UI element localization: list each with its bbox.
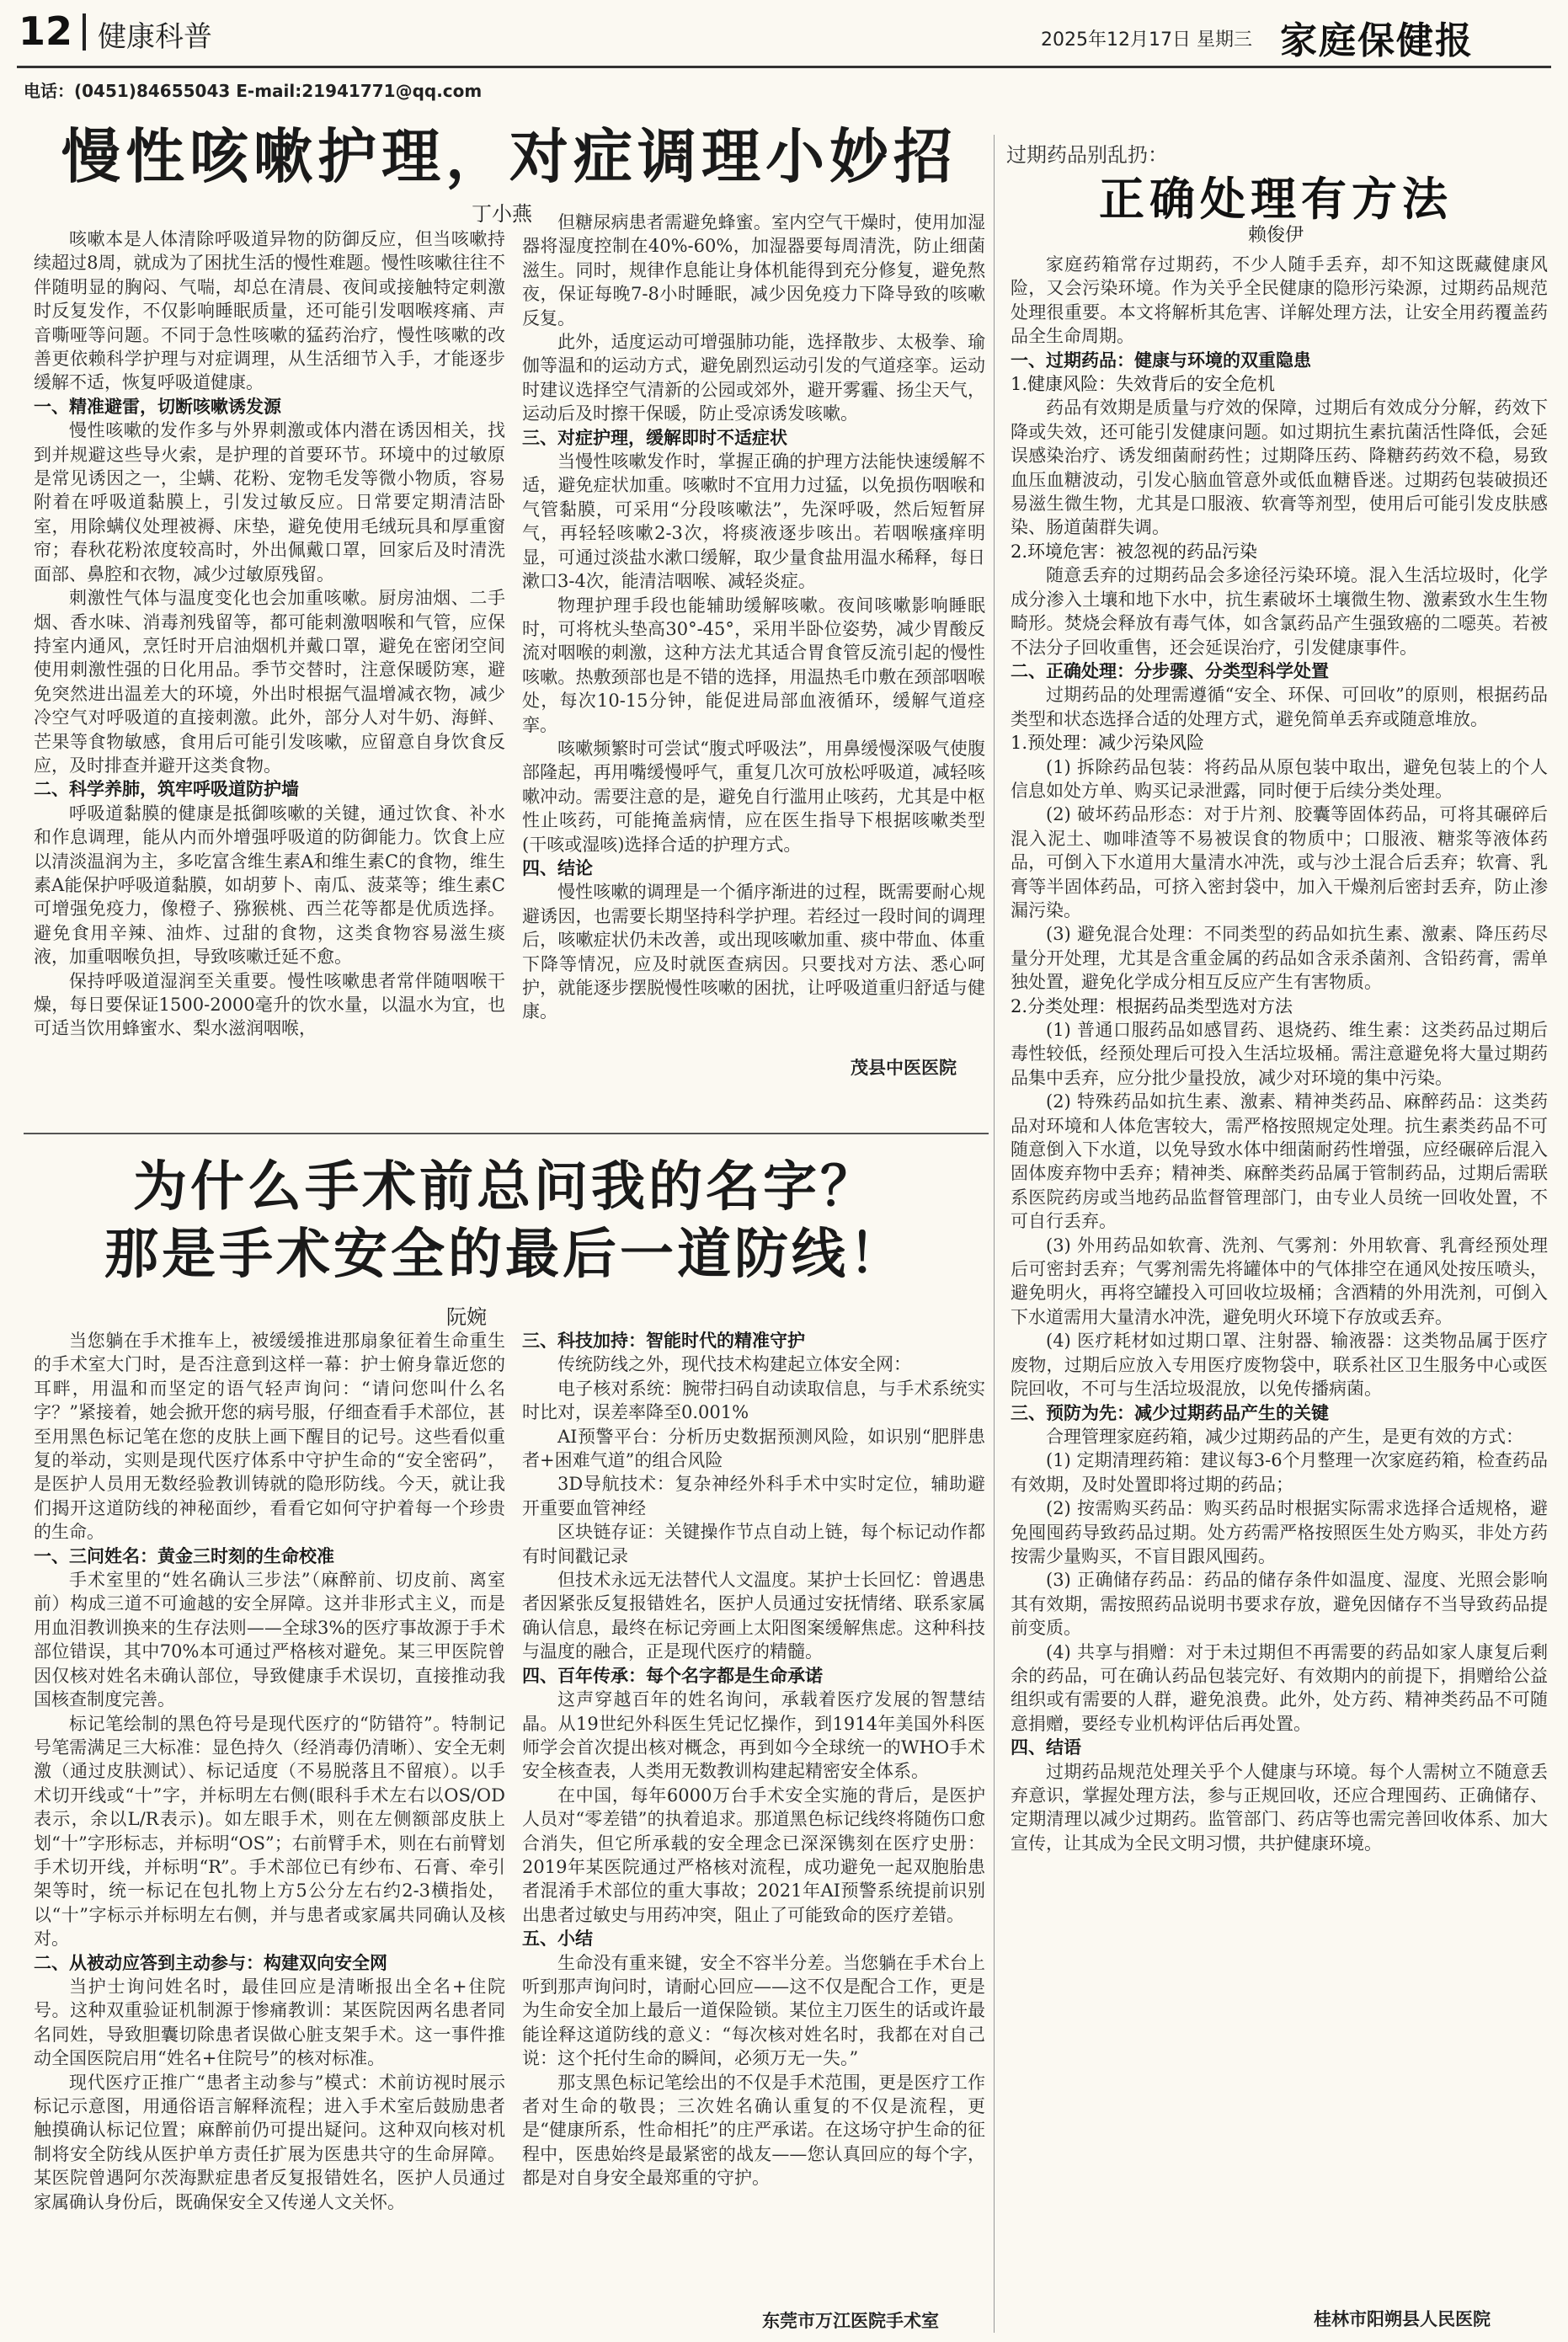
paragraph: 慢性咳嗽的调理是一个循序渐进的过程，既需要耐心规避诱因，也需要长期坚持科学护理。若经过一段时间的调理后，咳嗽症状仍未改善，或出现咳嗽加重、痰中带血、体重下降等情况，应及时就医查病因。只要找对方法、悉心呵护，就能逐步摆脱慢性咳嗽的困扰，让呼吸道重归舒适与健康。	[522, 882, 985, 1022]
article2-column-2	[522, 1329, 985, 2306]
paragraph: 这声穿越百年的姓名询问，承载着医疗发展的智慧结晶。从19世纪外科医生凭记忆操作，到1914年美国外科医师学会首次提出核对概念，再到如今全球统一的WHO手术安全核查表，人类用无数教训构建起精密安全体系。	[522, 1689, 985, 1782]
paragraph: 3D导航技术：复杂神经外科手术中实时定位，辅助避开重要血管神经	[522, 1474, 985, 1518]
section-heading: 一、精准避雷，切断咳嗽诱发源	[34, 396, 281, 417]
paragraph: 咳嗽本是人体清除呼吸道异物的防御反应，但当咳嗽持续超过8周，就成为了困扰生活的慢性难题。慢性咳嗽往往不伴随明显的胸闷、气喘，却总在清晨、夜间或接触特定刺激时反复发作，不仅影响睡眠质量，还可能引发咽喉疼痛、声音嘶哑等问题。不同于急性咳嗽的猛药治疗，慢性咳嗽的改善更依赖科学护理与对症调理，从生活细节入手，才能逐步缓解不适，恢复呼吸道健康。	[34, 229, 505, 393]
paragraph: 咳嗽频繁时可尝试“腹式呼吸法”，用鼻缓慢深吸气使腹部隆起，再用嘴缓慢呼气，重复几次可放松呼吸道，减轻咳嗽冲动。需要注意的是，避免自行滥用止咳药，尤其是中枢性止咳药，可能掩盖病情，应在医生指导下根据咳嗽类型(干咳或湿咳)选择合适的护理方式。	[522, 738, 985, 855]
page-number: 12	[19, 8, 73, 54]
paragraph: (2) 按需购买药品：购买药品时根据实际需求选择合适规格，避免囤囤药导致药品过期。处方药需严格按照医生处方购买，非处方药按需少量购买，不盲目跟风囤药。	[1011, 1498, 1548, 1566]
paragraph: 当您躺在手术推车上，被缓缓推进那扇象征着生命重生的手术室大门时，是否注意到这样一幕：护士俯身靠近您的耳畔，用温和而坚定的语气轻声询问：“请问您叫什么名字？”紧接着，她会掀开您的病号服，仔细查看手术部位，甚至用黑色标记笔在您的皮肤上画下醒目的记号。这些看似重复的举动，实则是现代医疗体系中守护生命的“安全密码”，是医护人员用无数经验教训铸就的隐形防线。今天，就让我们揭开这道防线的神秘面纱，看看它如何守护着每一个珍贵的生命。	[34, 1331, 505, 1543]
paragraph: 但糖尿病患者需避免蜂蜜。室内空气干燥时，使用加湿器将湿度控制在40%-60%，加湿器要每周清洗，防止细菌滋生。同时，规律作息能让身体机能得到充分修复，避免熬夜，保证每晚7-8小时睡眠，减少因免疫力下降导致的咳嗽反复。	[522, 212, 985, 328]
article2-column-1	[34, 1329, 505, 2335]
subsection-heading: 2.环境危害：被忽视的药品污染	[1011, 541, 1258, 562]
paragraph: 过期药品的处理需遵循“安全、环保、可回收”的原则，根据药品类型和状态选择合适的处理方式，避免简单丢弃或随意堆放。	[1011, 685, 1548, 729]
paragraph: 在中国，每年6000万台手术安全实施的背后，是医护人员对“零差错”的执着追求。那道黑色标记线终将随伤口愈合消失，但它所承载的安全理念已深深镌刻在医疗史册：2019年某医院通过严格核对流程，成功避免一起双胞胎患者混淆手术部位的重大事故；2021年AI预警系统提前识别出患者过敏史与用药冲突，阻止了可能致命的医疗差错。	[522, 1785, 985, 1925]
article-divider	[24, 1133, 989, 1134]
section-heading: 三、预防为先：减少过期药品产生的关键	[1011, 1402, 1329, 1423]
contact-line: 电话：(0451)84655043 E-mail:21941771@qq.com	[24, 81, 483, 101]
section-heading: 四、结论	[522, 857, 593, 878]
paragraph: 此外，适度运动可增强肺功能，选择散步、太极拳、瑜伽等温和的运动方式，避免剧烈运动引发的气道痉挛。运动时建议选择空气清新的公园或郊外，避开雾霾、扬尘天气，运动后及时擦干保暖，防止受凉诱发咳嗽。	[522, 332, 985, 424]
subsection-heading: 1.预处理：减少污染风险	[1011, 733, 1205, 754]
section-heading: 二、正确处理：分步骤、分类型科学处置	[1011, 660, 1329, 681]
paragraph: 家庭药箱常存过期药，不少人随手丢弃，却不知这既藏健康风险，又会污染环境。作为关乎全民健康的隐形污染源，过期药品规范处理很重要。本文将解析其危害、详解处理方法，让安全用药覆盖药品全生命周期。	[1011, 254, 1548, 347]
paragraph: 区块链存证：关键操作节点自动上链，每个标记动作都有时间戳记录	[522, 1522, 985, 1566]
paragraph: (2) 特殊药品如抗生素、激素、精神类药品、麻醉药品：这类药品对环境和人体危害较大，需严格按照规定处理。抗生素类药品不可随意倒入下水道，以免导致水体中细菌耐药性增强，应经碾碎后混入固体废弃物中丢弃；精神类、麻醉类药品属于管制药品，过期后需联系医院药房或当地药品监督管理部门，由专业人员统一回收处置，不可自行丢弃。	[1011, 1091, 1548, 1232]
article3-kicker: 过期药品别乱扔：	[1006, 143, 1168, 167]
paragraph: (1) 拆除药品包装：将药品从原包装中取出，避免包装上的个人信息如处方单、购买记录泄露，同时便于后续分类处理。	[1011, 756, 1548, 801]
paragraph: 呼吸道黏膜的健康是抵御咳嗽的关键，通过饮食、补水和作息调理，能从内而外增强呼吸道的防御能力。饮食上应以清淡温润为主，多吃富含维生素A和维生素C的食物，维生素A能保护呼吸道黏膜，如胡萝卜、南瓜、菠菜等；维生素C可增强免疫力，像橙子、猕猴桃、西兰花等都是优质选择。避免食用辛辣、油炸、过甜的食物，这类食物容易滋生痰液，加重咽喉负担，导致咳嗽迁延不愈。	[34, 803, 505, 968]
article2-title-line2: 那是手术安全的最后一道防线！	[104, 1223, 906, 1286]
paragraph: (1) 普通口服药品如感冒药、退烧药、维生素：这类药品过期后毒性较低，经预处理后可投入生活垃圾桶。需注意避免将大量过期药品集中丢弃，应分批少量投放，减少对环境的集中污染。	[1011, 1020, 1548, 1088]
paragraph: 标记笔绘制的黑色符号是现代医疗的“防错符”。特制记号笔需满足三大标准：显色持久（经消毒仍清晰）、安全无刺激（通过皮肤测试）、标记适度（不易脱落且不留痕）。以手术切开线或“十”字，并标明左右侧(眼科手术左右以OS/OD表示，余以L/R表示)。如左眼手术，则在左侧额部皮肤上划“十”字形标志，并标明“OS”；右前臂手术，则在右前臂划手术切开线，并标明“R”。手术部位已有纱布、石膏、牵引架等时，统一标记在包扎物上方5公分左右约2-3横指处，以“十”字标示并标明左右侧，并与患者或家属共同确认及核对。	[34, 1713, 505, 1950]
paragraph: 传统防线之外，现代技术构建起立体安全网：	[557, 1354, 911, 1375]
paragraph: 电子核对系统：腕带扫码自动读取信息，与手术系统实时比对，误差率降至0.001%	[522, 1378, 985, 1423]
paragraph: 物理护理手段也能辅助缓解咳嗽。夜间咳嗽影响睡眠时，可将枕头垫高30°-45°，采用半卧位姿势，减少胃酸反流对咽喉的刺激，这种方法尤其适合胃食管反流引起的慢性咳嗽。热敷颈部也是不错的选择，用温热毛巾敷在颈部咽喉处，每次10-15分钟，能促进局部血液循环，缓解气道痉挛。	[522, 595, 985, 735]
article3-title: 正确处理有方法	[1099, 172, 1453, 226]
section-heading: 一、过期药品：健康与环境的双重隐患	[1011, 349, 1311, 371]
paragraph: (3) 避免混合处理：不同类型的药品如抗生素、激素、降压药尽量分开处理，尤其是含重金属的药品如含汞杀菌剂、含铅药膏，需单独处置，避免化学成分相互反应产生有害物质。	[1011, 924, 1548, 993]
paragraph: 生命没有重来键，安全不容半分差。当您躺在手术台上听到那声询问时，请耐心回应——这不仅是配合工作，更是为生命安全加上最后一道保险锁。某位主刀医生的话或许最能诠释这道防线的意义：“每次核对姓名时，我都在对自己说：这个托付生命的瞬间，必须万无一失。”	[522, 1952, 985, 2069]
paragraph: 现代医疗正推广“患者主动参与”模式：术前访视时展示标记示意图，用通俗语言解释流程；进入手术室后鼓励患者触摸确认标记位置；麻醉前仍可提出疑问。这种双向核对机制将安全防线从医护单方责任扩展为医患共守的生命屏障。某医院曾遇阿尔茨海默症患者反复报错姓名，医护人员通过家属确认身份后，既确保安全又传递人文关怀。	[34, 2072, 505, 2212]
section-heading: 二、科学养肺，筑牢呼吸道防护墙	[34, 779, 299, 800]
article3-organization: 桂林市阳朔县人民医院	[1314, 2309, 1491, 2329]
newspaper-name: 家庭保健报	[1280, 19, 1474, 62]
section-name: 健康科普	[98, 20, 212, 54]
article2-organization: 东莞市万江医院手术室	[762, 2311, 939, 2331]
section-heading: 四、结语	[1011, 1737, 1081, 1758]
header-rule	[17, 66, 1551, 68]
paragraph: AI预警平台：分析历史数据预测风险，如识别“肥胖患者+困难气道”的组合风险	[522, 1426, 985, 1471]
subsection-heading: 2.分类处理：根据药品类型选对方法	[1011, 995, 1293, 1016]
paragraph: (3) 外用药品如软膏、洗剂、气雾剂：外用软膏、乳膏经预处理后可密封丢弃；气雾剂需先将罐体中的气体排空在通风处按压喷头，避免明火，再将空罐投入可回收垃圾桶；含酒精的外用洗剂，可倒入下水道需用大量清水冲洗，避免明火环境下存放或丢弃。	[1011, 1235, 1548, 1327]
paragraph: 慢性咳嗽的发作多与外界刺激或体内潜在诱因相关，找到并规避这些导火索，是护理的首要环节。环境中的过敏原是常见诱因之一，尘螨、花粉、宠物毛发等微小物质，容易附着在呼吸道黏膜上，引发过敏反应。日常要定期清洁卧室，用除螨仪处理被褥、床垫，避免使用毛绒玩具和厚重窗帘；春秋花粉浓度较高时，外出佩戴口罩，回家后及时清洗面部、鼻腔和衣物，减少过敏原残留。	[34, 420, 505, 584]
paragraph: (4) 医疗耗材如过期口罩、注射器、输液器：这类物品属于医疗废物，过期后应放入专用医疗废物袋中，联系社区卫生服务中心或医院回收，不可与生活垃圾混放，以免传播病菌。	[1011, 1331, 1548, 1400]
section-heading: 五、小结	[522, 1929, 593, 1950]
article2-title-line1: 为什么手术前总问我的名字？	[133, 1155, 877, 1219]
paragraph: 药品有效期是质量与疗效的保障，过期后有效成分分解，药效下降或失效，还可能引发健康问题。如过期抗生素抗菌活性降低，会延误感染治疗、诱发细菌耐药性；过期降压药、降糖药药效不稳，易致血压血糖波动，引发心脑血管意外或低血糖昏迷。过期药包装破损还易滋生微生物，尤其是口服液、软膏等剂型，使用后可能引发皮肤感染、肠道菌群失调。	[1011, 397, 1548, 538]
section-heading: 三、科技加持：智能时代的精准守护	[522, 1331, 805, 1351]
paragraph: 当护士询问姓名时，最佳回应是清晰报出全名+住院号。这种双重验证机制源于惨痛教训：某医院因两名患者同名同姓，导致胆囊切除患者误做心脏支架手术。这一事件推动全国医院启用“姓名+住院号”的核对标准。	[34, 1976, 505, 2069]
article1-column-1	[34, 227, 505, 1095]
article2-author: 阮婉	[446, 1305, 487, 1329]
section-heading: 一、三问姓名：黄金三时刻的生命校准	[34, 1545, 334, 1566]
article1-title: 慢性咳嗽护理，对症调理小妙招	[61, 121, 957, 191]
paragraph: 合理管理家庭药箱，减少过期药品的产生，是更有效的方式：	[1046, 1426, 1523, 1447]
section-heading: 四、百年传承：每个名字都是生命承诺	[522, 1665, 823, 1686]
paragraph: (2) 破坏药品形态：对于片剂、胶囊等固体药品，可将其碾碎后混入泥土、咖啡渣等不易被误食的物质中；口服液、糖浆等液体药品，可倒入下水道用大量清水冲洗，或与沙土混合后丢弃；软膏、乳膏等半固体药品，可挤入密封袋中，加入干燥剂后密封丢弃，防止渗漏污染。	[1011, 804, 1548, 920]
article1-author: 丁小燕	[472, 202, 532, 226]
article2-title	[25, 1154, 985, 1288]
paragraph: 过期药品规范处理关乎个人健康与环境。每个人需树立不随意丢弃意识，掌握处理方法，参与正规回收，还应合理囤药、正确储存、定期清理以减少过期药。监管部门、药店等也需完善回收体系、加大宣传，让其成为全民文明习惯，共护健康环境。	[1011, 1761, 1548, 1854]
article3-author: 赖俊伊	[1247, 225, 1304, 246]
issue-date: 2025年12月17日 星期三	[1041, 29, 1252, 51]
paragraph: 刺激性气体与温度变化也会加重咳嗽。厨房油烟、二手烟、香水味、消毒剂残留等，都可能刺激咽喉和气管，应保持室内通风，烹饪时开启油烟机并戴口罩，避免在密闭空间使用刺激性强的日化用品。季节交替时，注意保暖防寒，避免突然进出温差大的环境，外出时根据气温增减衣物，减少冷空气对呼吸道的直接刺激。此外，部分人对牛奶、海鲜、芒果等食物敏感，食用后可能引发咳嗽，应留意自身饮食反应，及时排查并避开这类食物。	[34, 588, 505, 776]
paragraph: (4) 共享与捐赠：对于未过期但不再需要的药品如家人康复后剩余的药品，可在确认药品包装完好、有效期内的前提下，捐赠给公益组织或有需要的人群，避免浪费。此外，处方药、精神类药品不可随意捐赠，要经专业机构评估后再处置。	[1011, 1641, 1548, 1734]
article3-body	[1011, 253, 1548, 2291]
article1-column-2	[522, 211, 985, 1053]
section-heading: 二、从被动应答到主动参与：构建双向安全网	[34, 1952, 387, 1973]
section-heading: 三、对症护理，缓解即时不适症状	[522, 427, 787, 448]
header-divider	[83, 13, 86, 51]
paragraph: 那支黑色标记笔绘出的不仅是手术范围，更是医疗工作者对生命的敬畏；三次姓名确认重复的不仅是流程，更是“健康所系，性命相托”的庄严承诺。在这场守护生命的征程中，医患始终是最紧密的战友——您认真回应的每个字，都是对自身安全最郑重的守护。	[522, 2072, 985, 2189]
paragraph: 手术室里的“姓名确认三步法”（麻醉前、切皮前、离室前）构成三道不可逾越的安全屏障。这并非形式主义，而是用血泪教训换来的生存法则——全球3%的医疗事故源于手术部位错误，其中70%本可通过严格核对避免。某三甲医院曾因仅核对姓名未确认部位，导致健康手术误切，直接推动我国核查制度完善。	[34, 1570, 505, 1710]
paragraph: (3) 正确储存药品：药品的储存条件如温度、湿度、光照会影响其有效期，需按照药品说明书要求存放，避免因储存不当导致药品提前变质。	[1011, 1570, 1548, 1639]
subsection-heading: 1.健康风险：失效背后的安全危机	[1011, 374, 1276, 395]
paragraph: 保持呼吸道湿润至关重要。慢性咳嗽患者常伴随咽喉干燥，每日要保证1500-2000毫升的饮水量，以温水为宜，也可适当饮用蜂蜜水、梨水滋润咽喉，	[34, 970, 505, 1039]
paragraph: 但技术永远无法替代人文温度。某护士长回忆：曾遇患者因紧张反复报错姓名，医护人员通过安抚情绪、联系家属确认信息，最终在标记旁画上太阳图案缓解焦虑。这种科技与温度的融合，正是现代医疗的精髓。	[522, 1570, 985, 1662]
paragraph: 当慢性咳嗽发作时，掌握正确的护理方法能快速缓解不适，避免症状加重。咳嗽时不宜用力过猛，以免损伤咽喉和气管黏膜，可采用“分段咳嗽法”，先深呼吸，然后短暂屏气，再轻轻咳嗽2-3次，将痰液逐步咳出。若咽喉瘙痒明显，可通过淡盐水漱口缓解，取少量食盐用温水稀释，每日漱口3-4次，能清洁咽喉、减轻炎症。	[522, 451, 985, 592]
paragraph: (1) 定期清理药箱：建议每3-6个月整理一次家庭药箱，检查药品有效期，及时处置即将过期的药品；	[1011, 1450, 1548, 1495]
article1-organization: 茂县中医医院	[851, 1058, 957, 1078]
paragraph: 随意丢弃的过期药品会多途径污染环境。混入生活垃圾时，化学成分渗入土壤和地下水中，抗生素破坏土壤微生物、激素致水生生物畸形。焚烧会释放有毒气体，如含氯药品产生强致癌的二噁英。若被不法分子回收重售，还会延误治疗，引发健康事件。	[1011, 565, 1548, 658]
